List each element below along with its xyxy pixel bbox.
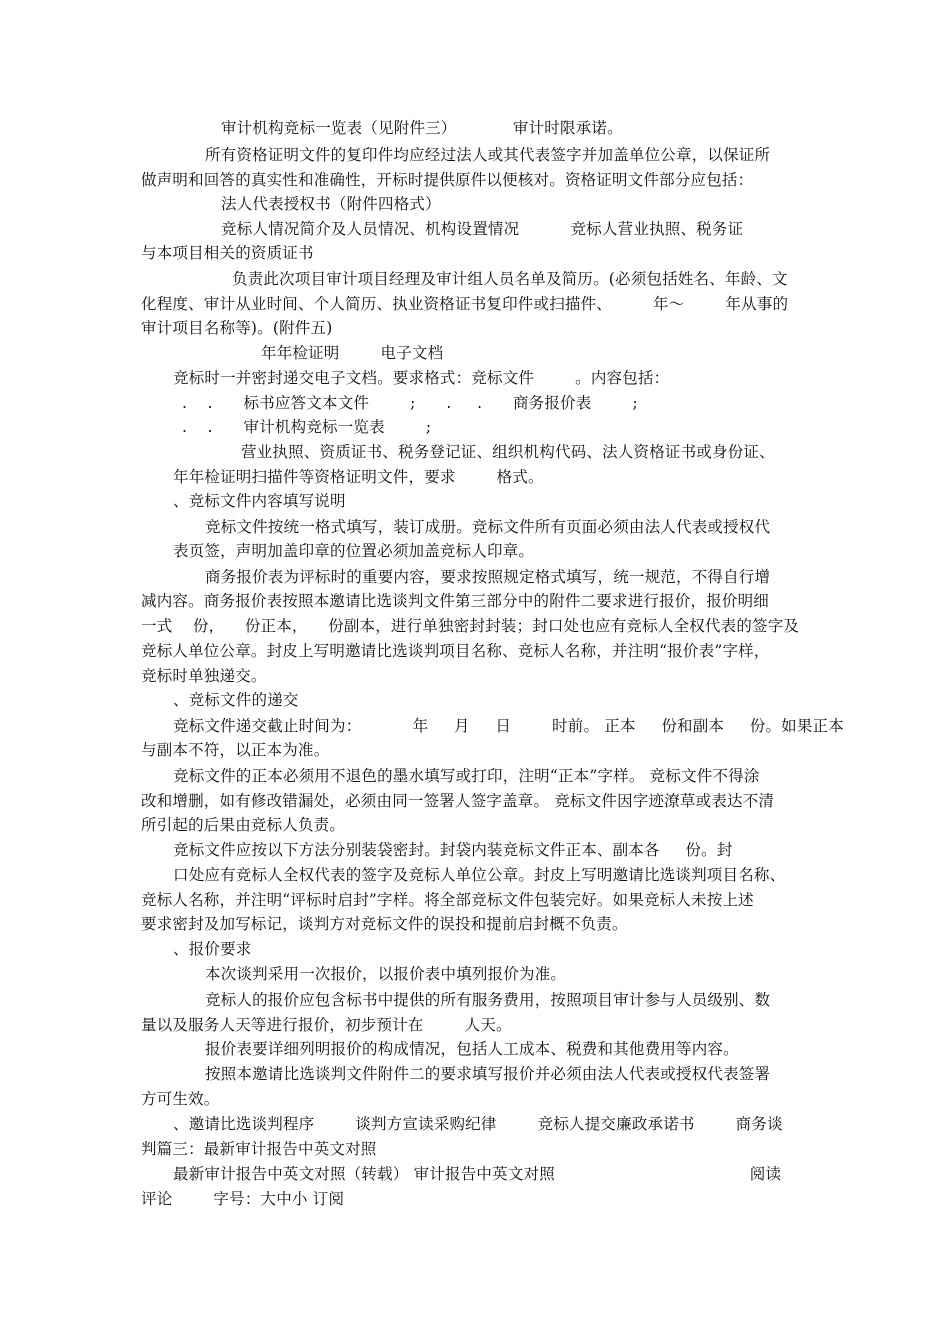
line-36: 竞标人的报价应包含标书中提供的所有服务费用，按照项目审计参与人员级别、数 — [205, 991, 771, 1009]
line-42: 判篇三：最新审计报告中英文对照 — [141, 1140, 377, 1158]
line-38: 报价表要详细列明报价的构成情况，包括人工成本、税费和其他费用等内容。 — [205, 1040, 739, 1058]
line-40: 方可生效。 — [141, 1090, 220, 1108]
line-32: 竞标人名称，并注明“评标时启封”字样。将全部竞标文件包装完好。如果竞标人未按上述 — [141, 891, 754, 909]
line-15: 年年检证明扫描件等资格证明文件，要求 格式。 — [173, 468, 544, 486]
line-43: 最新审计报告中英文对照（转载） 审计报告中英文对照 阅读 — [173, 1165, 782, 1183]
line-11: 竞标时一并密封递交电子文档。要求格式：竞标文件 。内容包括： — [173, 369, 670, 387]
line-28: 改和增删，如有修改错漏处，必须由同一签署人签字盖章。 竞标文件因字迹潦草或表达不清 — [141, 792, 775, 810]
line-10: 年年检证明 电子文档 — [261, 344, 444, 362]
line-31: 口处应有竞标人全权代表的签字及竞标人单位公章。封皮上写明邀请比选谈判项目名称、 — [173, 866, 786, 884]
line-29: 所引起的后果由竞标人负责。 — [141, 816, 346, 834]
heading-quote-requirements: 、报价要求 — [173, 940, 252, 958]
line-04: 法人代表授权书（附件四格式） — [221, 195, 441, 213]
line-26: 与副本不符，以正本为准。 — [141, 741, 330, 759]
line-14: 营业执照、资质证书、税务登记证、组织机构代码、法人资格证书或身份证、 — [241, 443, 775, 461]
line-09: 审计项目名称等)。(附件五) — [141, 319, 333, 337]
line-23: 竞标时单独递交。 — [141, 667, 267, 685]
line-39: 按照本邀请比选谈判文件附件二的要求填写报价并必须由法人代表或授权代表签署 — [205, 1065, 771, 1083]
line-07: 负责此次项目审计项目经理及审计组人员名单及简历。(必须包括姓名、年龄、文 — [232, 270, 788, 288]
line-37: 量以及服务人天等进行报价，初步预计在 人天。 — [141, 1016, 512, 1034]
line-13: . . 审计机构竞标一览表 ; — [182, 418, 432, 436]
line-08: 化程度、审计从业时间、个人简历、执业资格证书复印件或扫描件、 年～ 年从事的 — [141, 295, 789, 313]
line-27: 竞标文件的正本必须用不退色的墨水填写或打印，注明“正本”字样。 竞标文件不得涂 — [173, 767, 760, 785]
line-25: 竞标文件递交截止时间为： 年 月 日 时前。 正本 份和副本 份。如果正本 — [173, 717, 844, 735]
line-17: 竞标文件按统一格式填写，装订成册。竞标文件所有页面必须由法人代表或授权代 — [205, 518, 771, 536]
line-44: 评论 字号：大中小 订阅 — [141, 1190, 345, 1208]
line-02: 所有资格证明文件的复印件均应经过法人或其代表签字并加盖单位公章，以保证所 — [205, 146, 771, 164]
line-22: 竞标人单位公章。封皮上写明邀请比选谈判项目名称、竞标人名称，并注明“报价表”字样， — [141, 642, 770, 660]
line-33: 要求密封及加写标记，谈判方对竞标文件的误投和提前启封概不负责。 — [141, 915, 628, 933]
line-35: 本次谈判采用一次报价，以报价表中填列报价为准。 — [205, 965, 567, 983]
heading-fill-instructions: 、竞标文件内容填写说明 — [173, 492, 346, 510]
line-19: 商务报价表为评标时的重要内容，要求按照规定格式填写，统一规范，不得自行增 — [205, 568, 771, 586]
line-18: 表页签，声明加盖印章的位置必须加盖竞标人印章。 — [173, 542, 535, 560]
line-05: 竞标人情况简介及人员情况、机构设置情况 竞标人营业执照、税务证 — [221, 220, 744, 238]
line-21: 一式 份， 份正本， 份副本，进行单独密封封装；封口处也应有竞标人全权代表的签字及 — [141, 617, 800, 635]
line-12: . . 标书应答文本文件 ; . . 商务报价表 ; — [182, 394, 638, 412]
line-41: 、邀请比选谈判程序 谈判方宣读采购纪律 竞标人提交廉政承诺书 商务谈 — [173, 1115, 783, 1133]
line-20: 减内容。商务报价表按照本邀请比选谈判文件第三部分中的附件二要求进行报价，报价明细 — [141, 592, 770, 610]
heading-submission: 、竞标文件的递交 — [173, 691, 299, 709]
line-06: 与本项目相关的资质证书 — [141, 244, 314, 262]
line-30: 竞标文件应按以下方法分别装袋密封。封袋内装竞标文件正本、副本各 份。封 — [173, 841, 733, 859]
line-03: 做声明和回答的真实性和准确性，开标时提供原件以便核对。资格证明文件部分应包括： — [141, 171, 754, 189]
line-01: 审计机构竞标一览表（见附件三） 审计时限承诺。 — [221, 119, 623, 137]
